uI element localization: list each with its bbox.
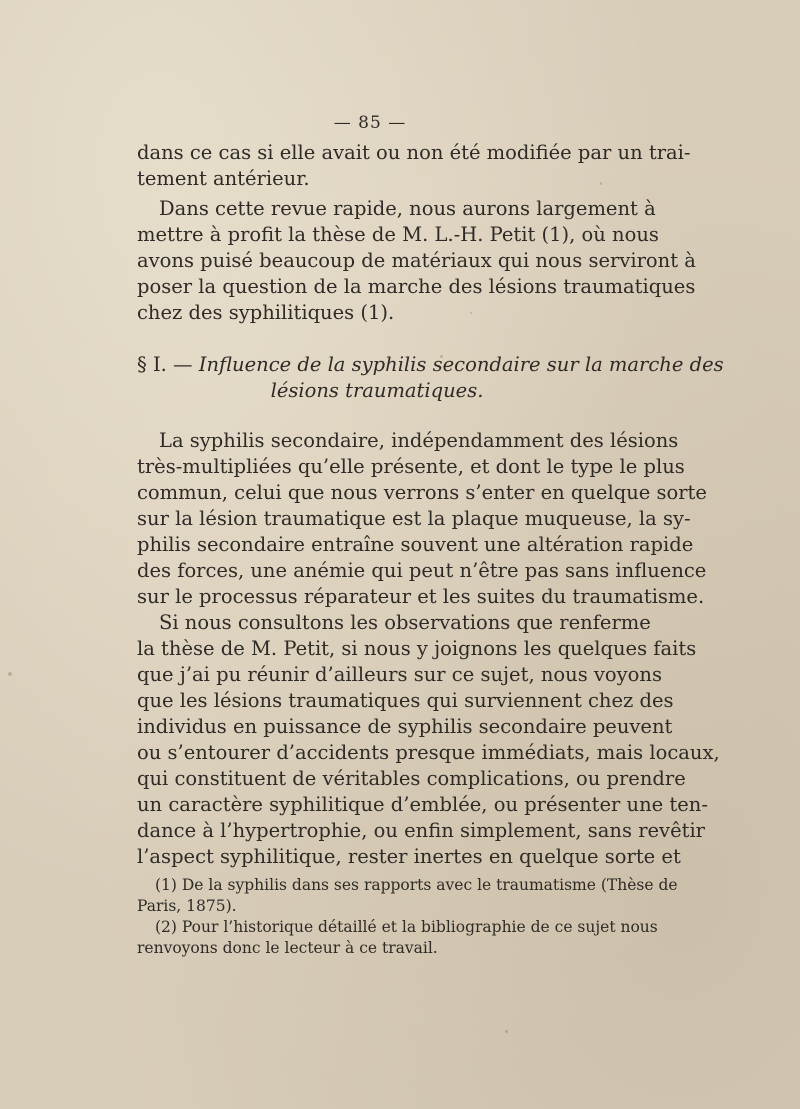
paper-speck: [440, 355, 443, 358]
section-heading-line-2: lésions traumatiques.: [270, 379, 484, 402]
paper-speck: [8, 672, 12, 676]
text-line: sur le processus réparateur et les suites du traumatisme.: [137, 585, 705, 608]
text-line: tement antérieur.: [137, 167, 310, 190]
paragraph-3: [137, 610, 720, 870]
footnote-1-line-1: (1) De la syphilis dans ses rapports avec le traumatisme (Thèse de: [155, 876, 678, 894]
text-line: la thèse de M. Petit, si nous y joignons les quelques faits: [137, 637, 697, 660]
page-number: — 85 —: [333, 113, 407, 133]
paragraph-1: [137, 196, 696, 326]
section-title-part-1: Influence de la syphilis secondaire sur la marche des: [198, 353, 724, 376]
text-line: poser la question de la marche des lésions traumatiques: [137, 275, 696, 298]
text-line: dance à l’hypertrophie, ou enfin simplement, sans revêtir: [137, 819, 706, 842]
text-line: dans ce cas si elle avait ou non été modifiée par un trai-: [137, 141, 691, 164]
paper-speck: [600, 182, 602, 185]
text-line: philis secondaire entraîne souvent une altération rapide: [137, 533, 694, 556]
text-line: un caractère syphilitique d’emblée, ou présenter une ten-: [137, 793, 708, 816]
text-line: des forces, une anémie qui peut n’être pas sans influence: [137, 559, 707, 582]
text-line: mettre à profit la thèse de M. L.-H. Petit (1), où nous: [137, 223, 659, 246]
section-prefix: § I. —: [137, 353, 193, 376]
text-line: Si nous consultons les observations que renferme: [159, 611, 651, 634]
text-line: l’aspect syphilitique, rester inertes en quelque sorte et: [137, 845, 681, 868]
intro-paragraph: [137, 140, 691, 192]
paragraph-2: [137, 428, 707, 610]
section-heading-line-1: [137, 352, 724, 378]
footnote-2-line-2: renvoyons donc le lecteur à ce travail.: [137, 939, 438, 957]
text-line: Dans cette revue rapide, nous aurons largement à: [159, 197, 656, 220]
text-line: sur la lésion traumatique est la plaque muqueuse, la sy-: [137, 507, 691, 530]
text-line: qui constituent de véritables complications, ou prendre: [137, 767, 686, 790]
text-line: individus en puissance de syphilis secondaire peuvent: [137, 715, 673, 738]
text-line: chez des syphilitiques (1).: [137, 301, 395, 324]
text-line: avons puisé beaucoup de matériaux qui nous serviront à: [137, 249, 696, 272]
footnotes: [137, 875, 678, 959]
footnote-2-line-1: (2) Pour l’historique détaillé et la bibliographie de ce sujet nous: [155, 918, 658, 936]
text-line: commun, celui que nous verrons s’enter en quelque sorte: [137, 481, 707, 504]
text-line: ou s’entourer d’accidents presque immédiats, mais locaux,: [137, 741, 720, 764]
text-line: que j’ai pu réunir d’ailleurs sur ce sujet, nous voyons: [137, 663, 662, 686]
section-heading: [137, 352, 724, 404]
text-line: La syphilis secondaire, indépendamment des lésions: [159, 429, 679, 452]
text-line: que les lésions traumatiques qui surviennent chez des: [137, 689, 674, 712]
footnote-1-line-2: Paris, 1875).: [137, 897, 237, 915]
paper-speck: [505, 1030, 508, 1033]
text-line: très-multipliées qu’elle présente, et dont le type le plus: [137, 455, 685, 478]
paper-speck: [470, 312, 472, 314]
